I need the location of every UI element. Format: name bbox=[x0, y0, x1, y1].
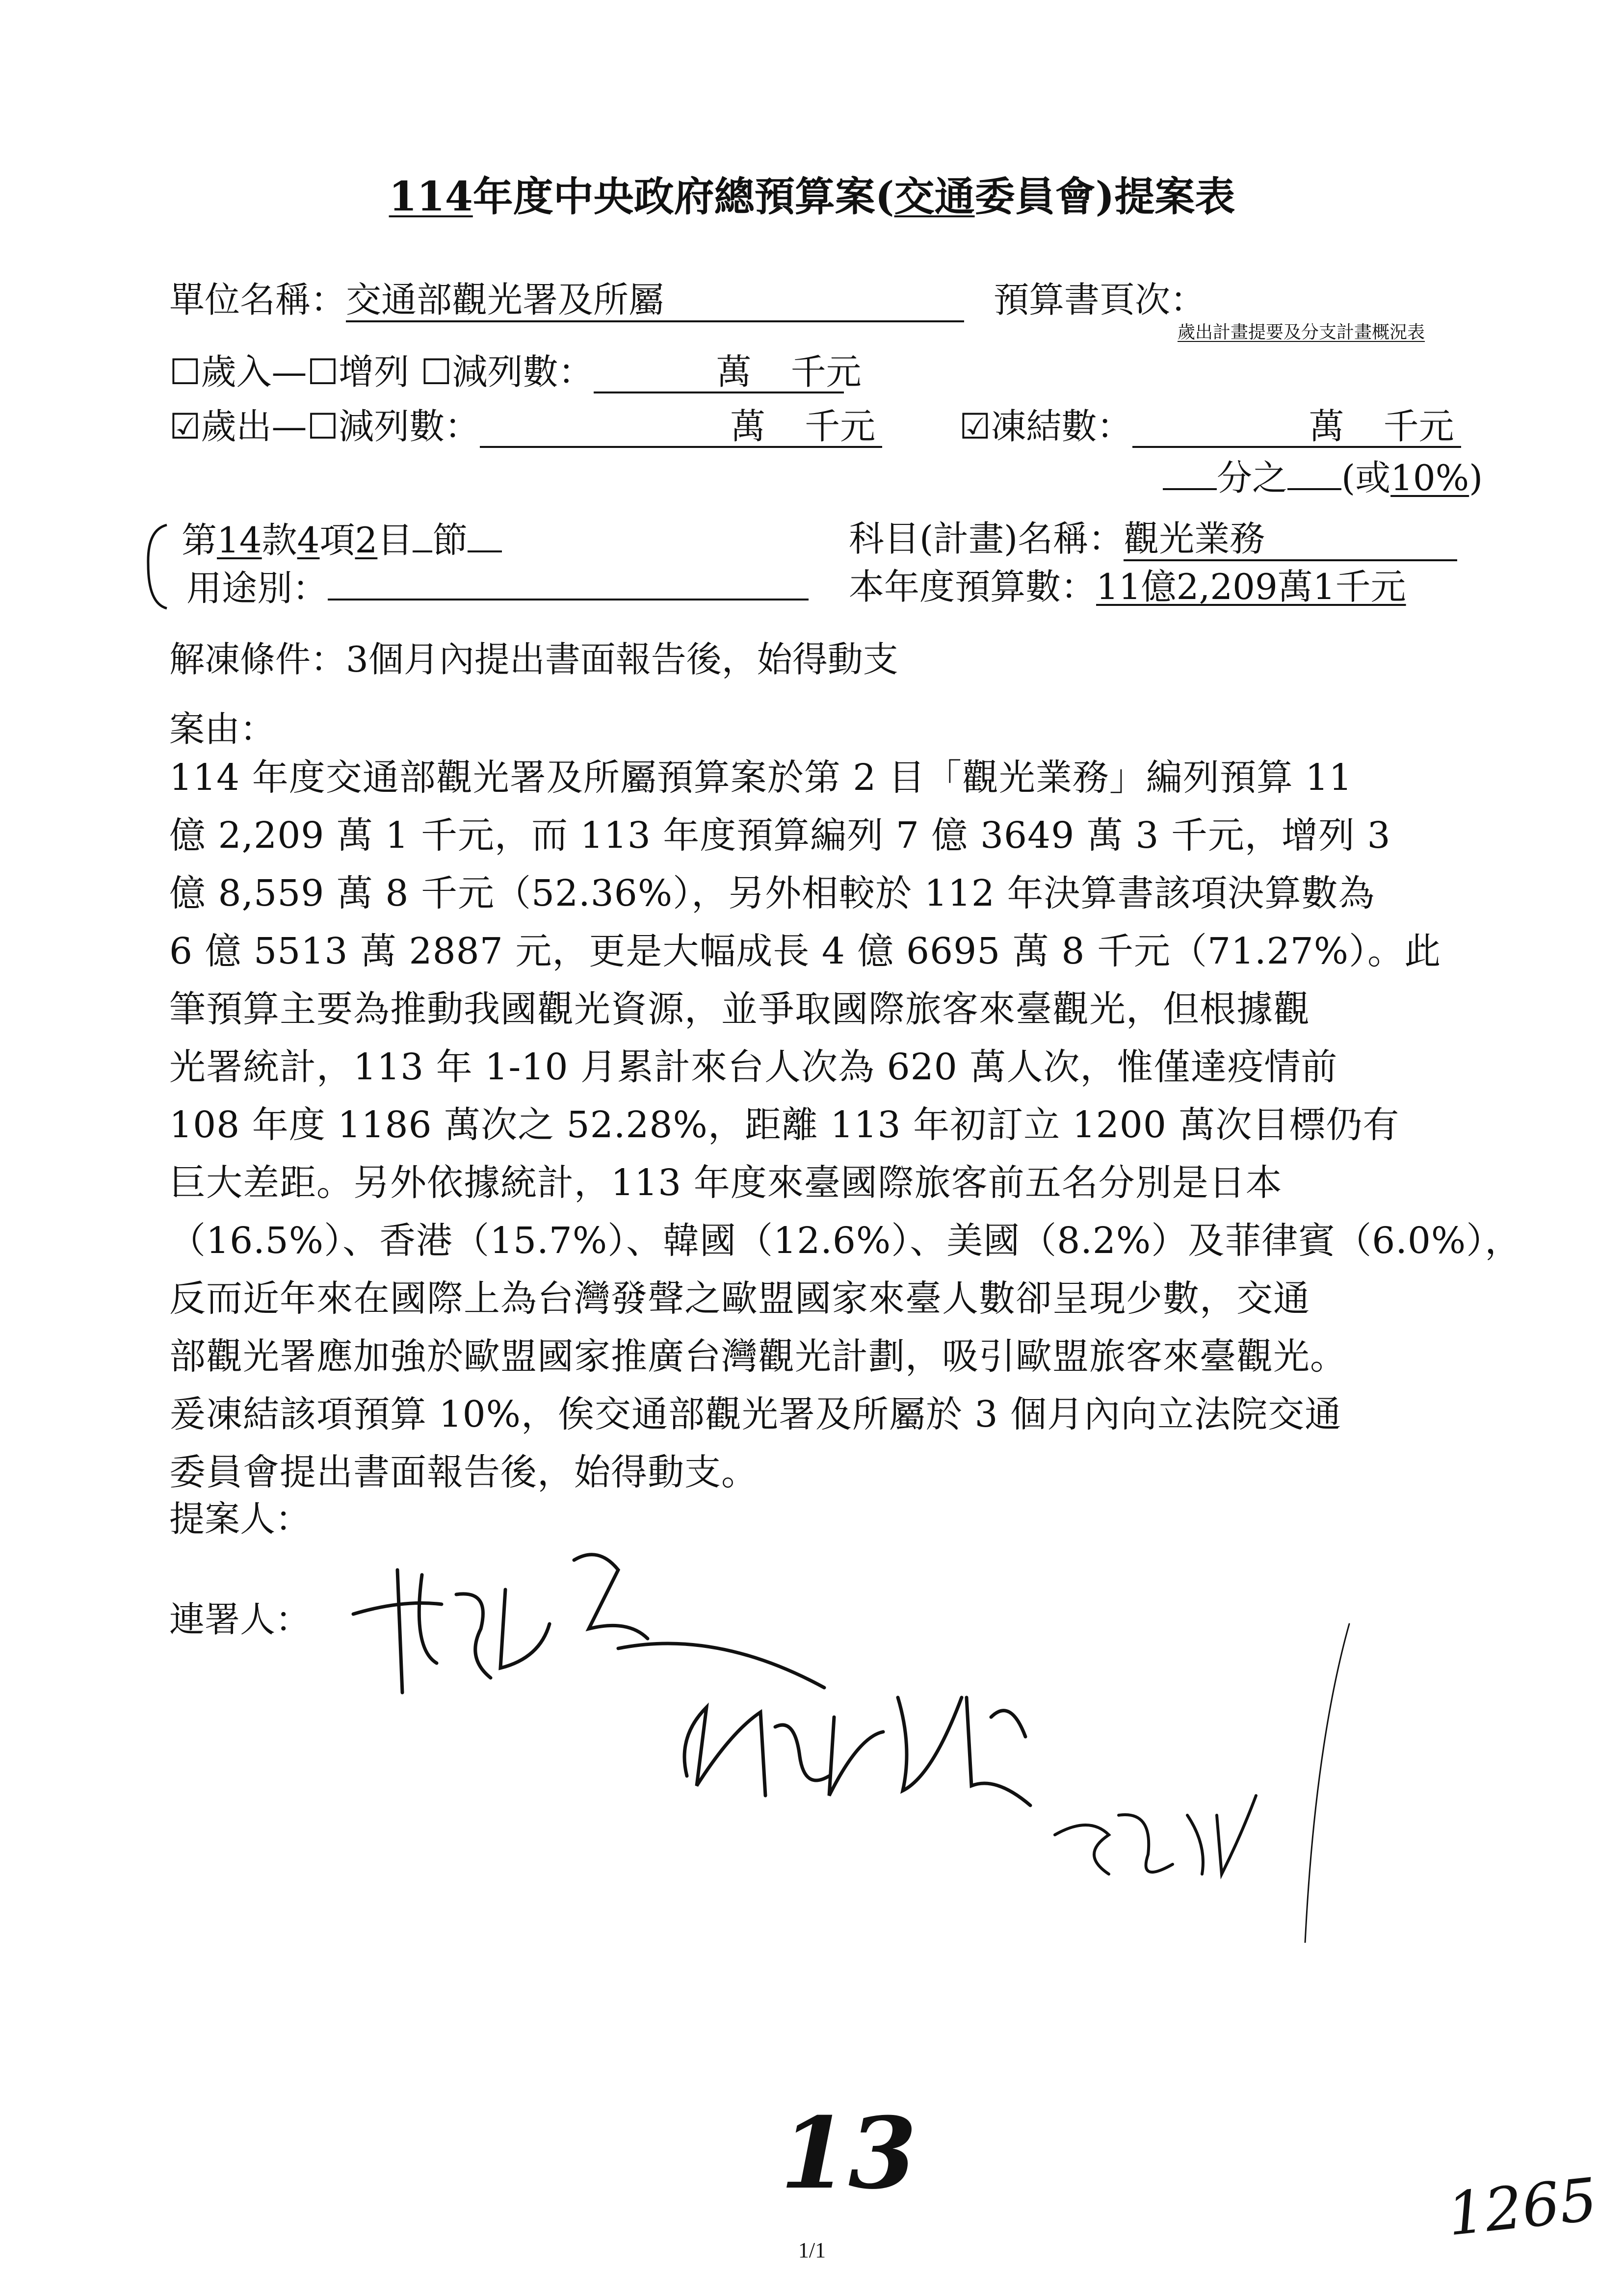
di-label: 第 bbox=[182, 520, 217, 561]
budget-page-note: 歲出計畫提要及分支計畫概況表 bbox=[1178, 322, 1425, 342]
classification-row bbox=[182, 520, 502, 561]
unit-label: 單位名稱： bbox=[169, 279, 346, 320]
expense-cut-label: 減列數： bbox=[339, 406, 480, 447]
title-year: 114 bbox=[389, 173, 473, 220]
reason-line: 億 2,209 萬 1 千元，而 113 年度預算編列 7 億 3649 萬 3 千元，增列 3 bbox=[169, 814, 1391, 857]
revenue-add-label: 增列 bbox=[339, 351, 410, 392]
or-label: (或 bbox=[1341, 457, 1391, 498]
mu-label: 目 bbox=[377, 520, 413, 561]
title-committee: 交通 bbox=[894, 173, 975, 220]
handwritten-page-number: 1265 bbox=[1444, 2166, 1600, 2249]
jie-field[interactable] bbox=[413, 521, 432, 552]
xiang-label: 項 bbox=[319, 520, 355, 561]
cosigner-label: 連署人： bbox=[169, 1599, 311, 1640]
wan-unit: 萬 bbox=[1309, 406, 1344, 447]
page-title bbox=[0, 173, 1624, 220]
reason-label: 案由： bbox=[169, 708, 276, 750]
unit-value: 交通部觀光署及所屬 bbox=[346, 282, 964, 322]
jie-label: 節 bbox=[432, 520, 468, 561]
fraction-label: 分之 bbox=[1217, 457, 1288, 498]
qian-unit: 千元 bbox=[805, 406, 876, 447]
unfreeze-condition: 解凍條件：3個月內提出書面報告後，始得動支 bbox=[169, 639, 898, 680]
revenue-row bbox=[169, 351, 862, 393]
signature-2 bbox=[684, 1697, 1030, 1805]
freeze-label: 凍結數： bbox=[991, 406, 1132, 447]
reason-line: 巨大差距。另外依據統計，113 年度來臺國際旅客前五名分別是日本 bbox=[169, 1162, 1283, 1204]
freeze-checkbox[interactable]: ☑ bbox=[959, 406, 991, 447]
handwritten-number: 13 bbox=[780, 2096, 917, 2211]
paren: ) bbox=[1469, 457, 1483, 498]
wan-unit: 萬 bbox=[716, 351, 752, 392]
subject-value: 觀光業務 bbox=[1124, 521, 1457, 561]
reason-line: 108 年度 1186 萬次之 52.28%，距離 113 年初訂立 1200 萬次目標仍有 bbox=[169, 1104, 1400, 1146]
revenue-cut-checkbox[interactable]: ☐ bbox=[420, 351, 452, 392]
kuan-value: 14 bbox=[217, 520, 262, 561]
freeze-amount-field[interactable] bbox=[1132, 406, 1461, 448]
fraction-numerator-field[interactable] bbox=[1163, 459, 1217, 490]
expense-label: 歲出— bbox=[201, 406, 307, 447]
revenue-amount-field[interactable] bbox=[594, 351, 862, 393]
usage-row bbox=[186, 568, 809, 609]
reason-line: 6 億 5513 萬 2887 元，更是大幅成長 4 億 6695 萬 8 千元（71.27%）。此 bbox=[169, 930, 1441, 972]
jie-value-field[interactable] bbox=[468, 521, 502, 552]
expense-checkbox[interactable]: ☑ bbox=[169, 406, 201, 447]
reason-line: 部觀光署應加強於歐盟國家推廣台灣觀光計劃，吸引歐盟旅客來臺觀光。 bbox=[169, 1335, 1347, 1378]
reason-line: 反而近年來在國際上為台灣發聲之歐盟國家來臺人數卻呈現少數，交通 bbox=[169, 1278, 1310, 1320]
reason-line: （16.5%）、香港（15.7%）、韓國（12.6%）、美國（8.2%）及菲律賓（6.0%）， bbox=[169, 1220, 1522, 1262]
expense-cut-checkbox[interactable]: ☐ bbox=[307, 406, 339, 447]
mu-value: 2 bbox=[355, 520, 378, 561]
budget-page-label: 預算書頁次： bbox=[994, 279, 1206, 320]
revenue-add-checkbox[interactable]: ☐ bbox=[307, 351, 339, 392]
expense-row bbox=[169, 406, 882, 448]
reason-line: 億 8,559 萬 8 千元（52.36%），另外相較於 112 年決算書該項決算數為 bbox=[169, 872, 1375, 914]
wan-unit: 萬 bbox=[730, 406, 766, 447]
signature-1 bbox=[353, 1555, 824, 1693]
revenue-checkbox[interactable]: ☐ bbox=[169, 351, 201, 392]
proposer-label: 提案人： bbox=[169, 1498, 311, 1539]
bracket-mark bbox=[142, 520, 172, 613]
subject-label: 科目(計畫)名稱： bbox=[849, 518, 1124, 559]
budget-label: 本年度預算數： bbox=[849, 566, 1097, 607]
usage-label: 用途別： bbox=[186, 568, 328, 609]
freeze-row bbox=[959, 406, 1461, 448]
budget-value: 11億2,209萬1千元 bbox=[1096, 566, 1406, 607]
budget-row bbox=[849, 566, 1406, 607]
fraction-denominator-field[interactable] bbox=[1287, 459, 1341, 490]
reason-line: 爰凍結該項預算 10%，俟交通部觀光署及所屬於 3 個月內向立法院交通 bbox=[169, 1393, 1342, 1435]
revenue-cut-label: 減列數： bbox=[452, 351, 594, 392]
reason-line: 114 年度交通部觀光署及所屬預算案於第 2 目「觀光業務」編列預算 11 bbox=[169, 757, 1353, 799]
page-number: 1/1 bbox=[798, 2238, 826, 2262]
xiang-value: 4 bbox=[297, 520, 320, 561]
reason-line: 光署統計，113 年 1-10 月累計來台人次為 620 萬人次，惟僅達疫情前 bbox=[169, 1046, 1338, 1088]
qian-unit: 千元 bbox=[790, 351, 862, 392]
reason-line: 委員會提出書面報告後，始得動支。 bbox=[169, 1451, 758, 1493]
fraction-row bbox=[1163, 459, 1483, 496]
qian-unit: 千元 bbox=[1383, 406, 1454, 447]
signature-3 bbox=[1055, 1624, 1349, 1943]
kuan-label: 款 bbox=[262, 520, 297, 561]
title-text: 年度中央政府總預算案( bbox=[472, 173, 894, 220]
title-text-end: 委員會)提案表 bbox=[974, 173, 1235, 220]
subject-row bbox=[849, 518, 1457, 561]
unit-row bbox=[169, 279, 964, 322]
revenue-label: 歲入— bbox=[201, 351, 307, 392]
freeze-percent: 10% bbox=[1390, 457, 1469, 498]
usage-field[interactable] bbox=[328, 569, 809, 600]
signatures bbox=[343, 1501, 1423, 1943]
expense-amount-field[interactable] bbox=[480, 406, 882, 448]
reason-line: 筆預算主要為推動我國觀光資源，並爭取國際旅客來臺觀光，但根據觀 bbox=[169, 988, 1310, 1030]
